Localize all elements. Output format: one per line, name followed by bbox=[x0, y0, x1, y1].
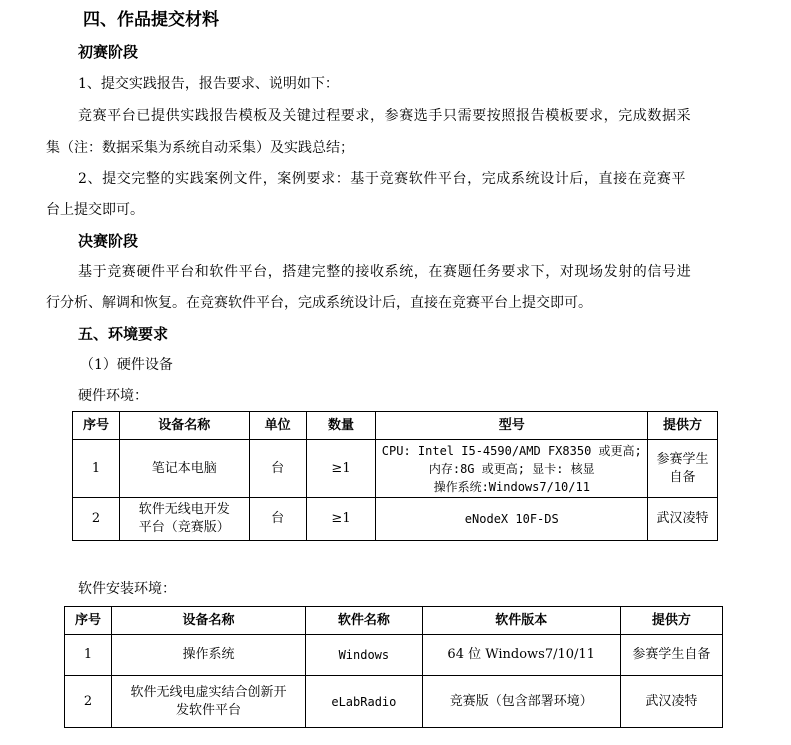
table-row bbox=[73, 440, 718, 498]
prelim-item-2-line-2: 台上提交即可。 bbox=[46, 202, 144, 218]
header-cell: 型号 bbox=[376, 412, 648, 440]
hardware-env-label: 硬件环境： bbox=[78, 388, 148, 404]
header-cell: 软件版本 bbox=[422, 607, 620, 635]
header-cell: 提供方 bbox=[620, 607, 722, 635]
cell-provider: 武汉凌特 bbox=[648, 498, 718, 541]
name-line: 发软件平台 bbox=[176, 702, 242, 718]
cell-model: eNodeX 10F-DS bbox=[376, 498, 648, 541]
header-cell: 数量 bbox=[306, 412, 376, 440]
table-header-row bbox=[73, 412, 718, 440]
name-line: 软件无线电虚实结合创新开 bbox=[130, 684, 287, 700]
software-table bbox=[64, 606, 723, 728]
header-cell: 序号 bbox=[65, 607, 112, 635]
cell-name: 操作系统 bbox=[112, 635, 306, 676]
model-line: CPU: Intel I5-4590/AMD FX8350 或更高; bbox=[381, 443, 642, 458]
provider-line: 自备 bbox=[669, 469, 696, 485]
cell-provider: 武汉凌特 bbox=[620, 676, 722, 728]
name-line: 软件无线电开发 bbox=[138, 502, 230, 517]
final-line-1: 基于竞赛硬件平台和软件平台，搭建完整的接收系统，在赛题任务要求下，对现场发射的信号进 bbox=[78, 264, 692, 280]
prelim-desc-line-1: 竞赛平台已提供实践报告模板及关键过程要求，参赛选手只需要按照报告模板要求，完成数据采 bbox=[78, 108, 692, 124]
cell-no: 2 bbox=[73, 498, 120, 541]
software-env-label: 软件安装环境： bbox=[78, 581, 176, 597]
cell-name bbox=[112, 676, 306, 728]
cell-unit: 台 bbox=[249, 440, 306, 498]
final-line-2: 行分析、解调和恢复。在竞赛软件平台，完成系统设计后，直接在竞赛平台上提交即可。 bbox=[46, 295, 592, 311]
header-cell: 提供方 bbox=[648, 412, 718, 440]
cell-software: eLabRadio bbox=[306, 676, 422, 728]
header-cell: 设备名称 bbox=[112, 607, 306, 635]
section-4-title: 四、作品提交材料 bbox=[83, 10, 219, 30]
prelim-item-1: 1、提交实践报告，报告要求、说明如下： bbox=[78, 76, 339, 92]
header-cell: 设备名称 bbox=[119, 412, 249, 440]
header-cell: 序号 bbox=[73, 412, 120, 440]
model-line: 操作系统:Windows7/10/11 bbox=[433, 479, 590, 494]
cell-provider bbox=[648, 440, 718, 498]
cell-version: 64 位 Windows7/10/11 bbox=[422, 635, 620, 676]
cell-model bbox=[376, 440, 648, 498]
prelim-heading: 初赛阶段 bbox=[78, 43, 139, 61]
cell-unit: 台 bbox=[249, 498, 306, 541]
hardware-subheading: （1）硬件设备 bbox=[80, 357, 173, 373]
header-cell: 软件名称 bbox=[306, 607, 422, 635]
hardware-table bbox=[72, 411, 718, 541]
provider-line: 参赛学生 bbox=[656, 451, 709, 467]
table-header-row bbox=[65, 607, 723, 635]
cell-no: 2 bbox=[65, 676, 112, 728]
prelim-desc-line-2: 集（注：数据采集为系统自动采集）及实践总结； bbox=[46, 140, 354, 156]
header-cell: 单位 bbox=[249, 412, 306, 440]
cell-version: 竞赛版（包含部署环境） bbox=[422, 676, 620, 728]
final-heading: 决赛阶段 bbox=[78, 232, 139, 250]
table-row bbox=[65, 635, 723, 676]
table-row bbox=[73, 498, 718, 541]
cell-provider: 参赛学生自备 bbox=[620, 635, 722, 676]
cell-name bbox=[119, 498, 249, 541]
prelim-item-2-line-1: 2、提交完整的实践案例文件，案例要求：基于竞赛软件平台，完成系统设计后，直接在竞赛平 bbox=[78, 171, 687, 187]
section-5-title: 五、环境要求 bbox=[78, 325, 169, 343]
model-line: 内存:8G 或更高; 显卡: 核显 bbox=[428, 461, 595, 476]
cell-qty: ≥1 bbox=[306, 498, 376, 541]
cell-no: 1 bbox=[73, 440, 120, 498]
cell-name: 笔记本电脑 bbox=[119, 440, 249, 498]
cell-no: 1 bbox=[65, 635, 112, 676]
table-row bbox=[65, 676, 723, 728]
cell-qty: ≥1 bbox=[306, 440, 376, 498]
name-line: 平台（竞赛版） bbox=[138, 520, 230, 535]
cell-software: Windows bbox=[306, 635, 422, 676]
